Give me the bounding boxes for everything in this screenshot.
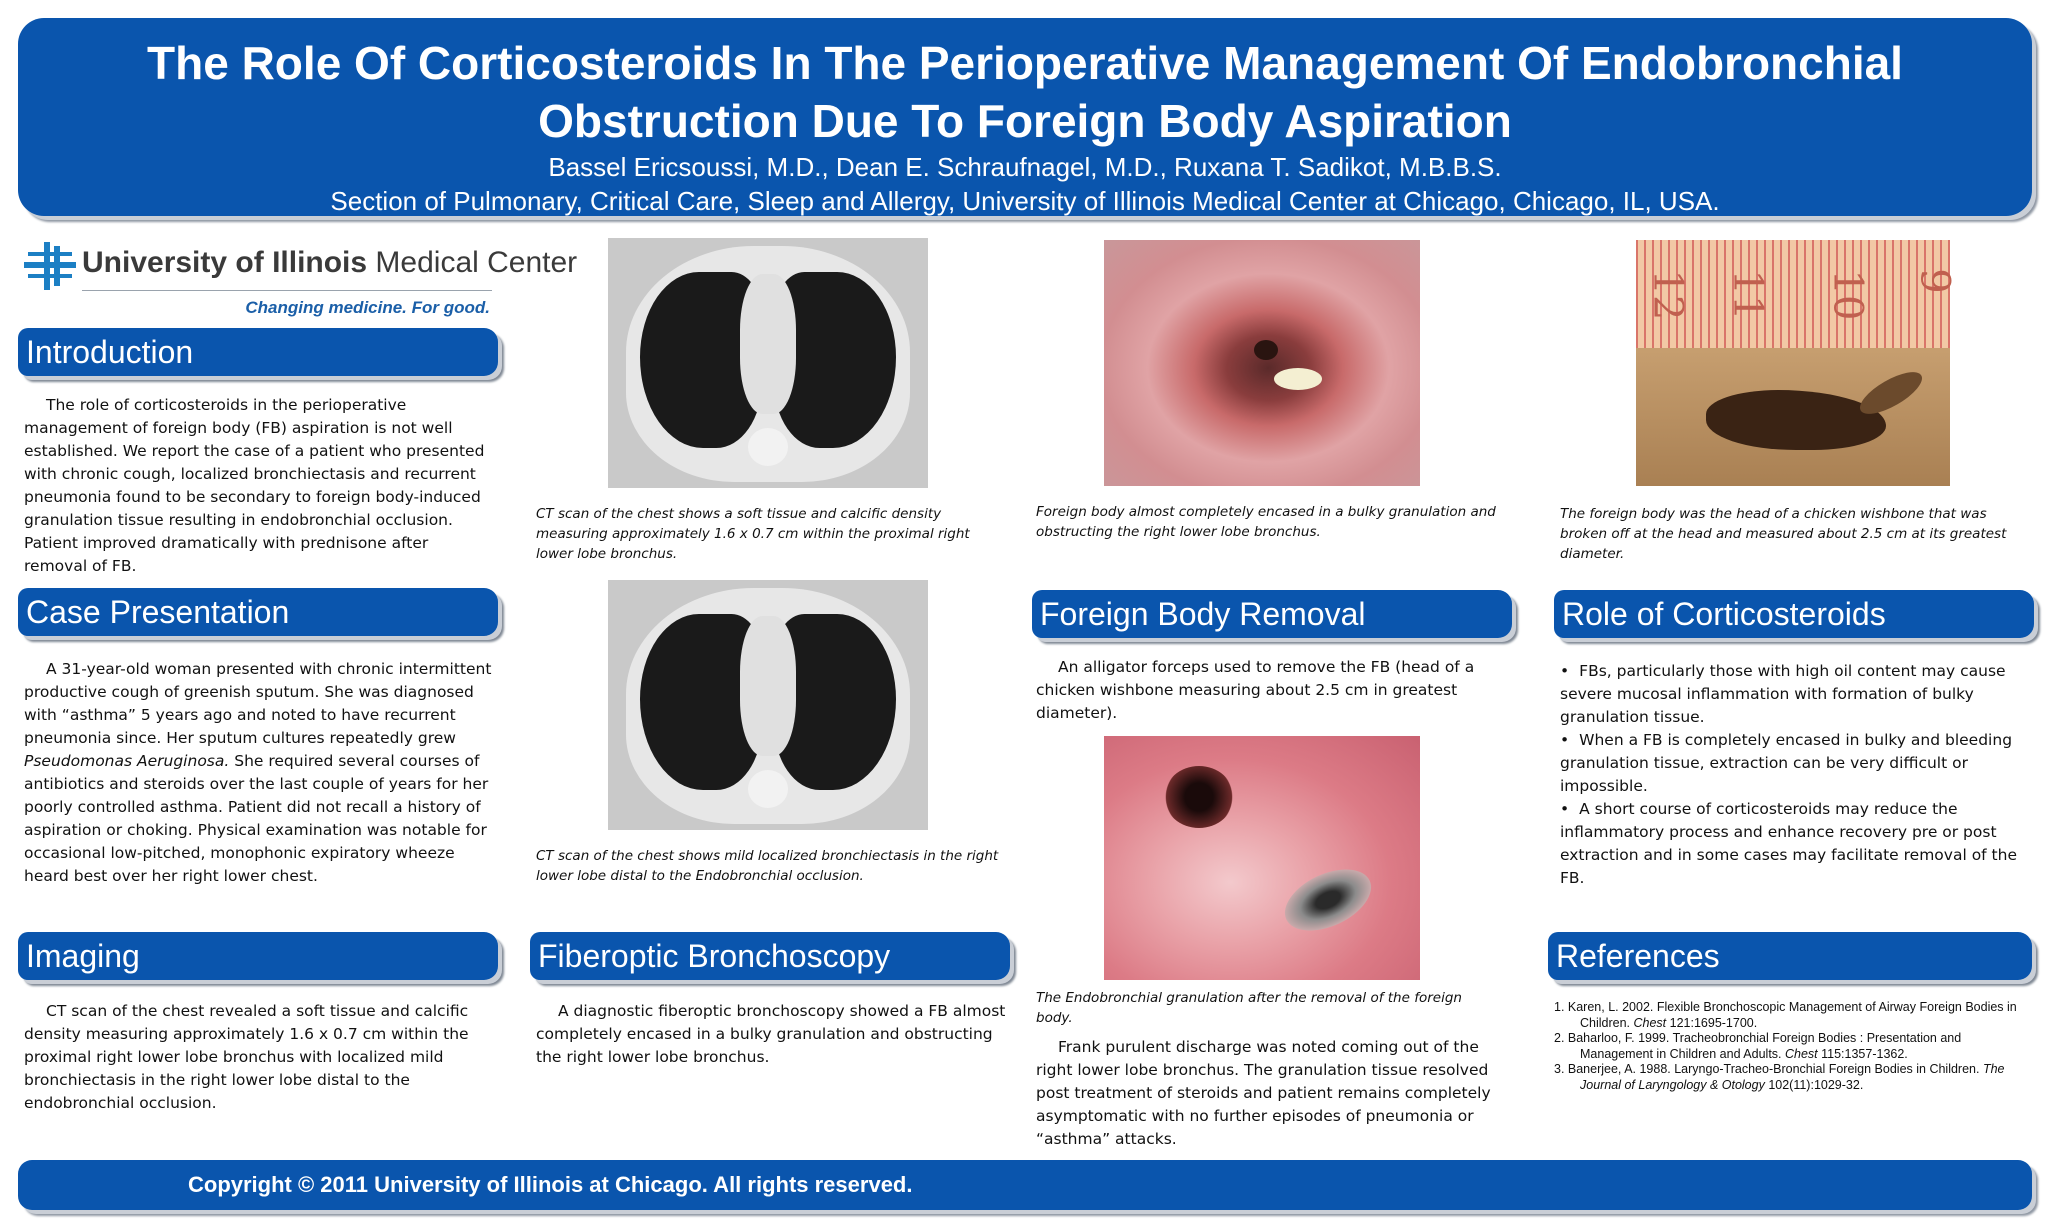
copyright-footer: Copyright © 2011 University of Illinois at Chicago. All rights reserved. bbox=[18, 1160, 2032, 1210]
poster-title: The Role Of Corticosteroids In The Perioperative Management Of Endobronchial Obstruction Due To Foreign Body Aspiration bbox=[147, 37, 1903, 147]
case-presentation-heading: Case Presentation bbox=[18, 588, 498, 636]
foreign-body-removal-heading: Foreign Body Removal bbox=[1032, 590, 1512, 638]
case-presentation-text: A 31-year-old woman presented with chronic intermittent productive cough of greenish sputum. She was diagnosed with “asthma” 5 years ago and noted to have recurrent pneumonia since. Her sputum cultures repeatedly grew Pseudomonas Aeruginosa. She required several courses of antibiotics and steroids over the last couple of years for her poorly controlled asthma. Patient did not recall a history of aspiration or choking. Physical examination was notable for occasional low-pitched, monophonic expiratory wheeze heard best over her right lower chest. bbox=[24, 660, 492, 885]
ct-scan-image-2 bbox=[608, 580, 928, 830]
foreign-body-removal-followup-text: Frank purulent discharge was noted coming out of the right lower lobe bronchus. The granulation tissue resolved post treatment of steroids and patient remains completely asymptomatic with no further episodes of pneumonia or “asthma” attacks. bbox=[1036, 1038, 1491, 1148]
bronchoscopy-image-2 bbox=[1104, 736, 1420, 980]
imaging-heading: Imaging bbox=[18, 932, 498, 980]
fiberoptic-bronchoscopy-heading: Fiberoptic Bronchoscopy bbox=[530, 932, 1010, 980]
references-heading: References bbox=[1548, 932, 2032, 980]
corticosteroids-bullet: • A short course of corticosteroids may reduce the inflammatory process and enhance recovery pre or post extraction and in some cases may facilitate removal of the FB. bbox=[1560, 798, 2024, 890]
reference-item: 1. Karen, L. 2002. Flexible Bronchoscopic Management of Airway Foreign Bodies in Children. Chest 121:1695-1700. bbox=[1554, 1000, 2017, 1030]
references-list bbox=[1554, 1000, 2024, 1093]
foreign-body-removal-text: An alligator forceps used to remove the FB (head of a chicken wishbone measuring about 2.5 cm in greatest diameter). bbox=[1036, 658, 1475, 722]
fiberoptic-bronchoscopy-text: A diagnostic fiberoptic bronchoscopy showed a FB almost completely encased in a bulky granulation and obstructing the right lower lobe bronchus. bbox=[536, 1002, 1006, 1066]
bronchoscopy-caption-2: The Endobronchial granulation after the removal of the foreign body. bbox=[1036, 990, 1462, 1026]
reference-item: 2. Baharloo, F. 1999. Tracheobronchial Foreign Bodies : Presentation and Management in Children and Adults. Chest 115:1357-1362. bbox=[1554, 1031, 1962, 1061]
role-of-corticosteroids-heading: Role of Corticosteroids bbox=[1554, 590, 2034, 638]
logo-tagline: Changing medicine. For good. bbox=[245, 298, 490, 317]
ct-scan-caption-1: CT scan of the chest shows a soft tissue and calcific density measuring approximately 1.6 x 0.7 cm within the proximal right lower lobe bronchus. bbox=[536, 506, 970, 562]
poster-affiliation: Section of Pulmonary, Critical Care, Sleep and Allergy, University of Illinois Medical Center at Chicago, Chicago, IL, USA. bbox=[330, 186, 1720, 216]
reference-item: 3. Banerjee, A. 1988. Laryngo-Tracheo-Bronchial Foreign Bodies in Children. The Journal of Laryngology & Otology 102(11):1029-32. bbox=[1554, 1062, 2005, 1092]
introduction-text: The role of corticosteroids in the perioperative management of foreign body (FB) aspiration is not well established. We report the case of a patient who presented with chronic cough, localized bronchiectasis and recurrent pneumonia found to be secondary to foreign body-induced granulation tissue resulting in endobronchial occlusion. Patient improved dramatically with prednisone after removal of FB. bbox=[24, 396, 485, 575]
medical-cross-icon bbox=[24, 242, 76, 290]
ct-scan-image-1 bbox=[608, 238, 928, 488]
wishbone-caption: The foreign body was the head of a chicken wishbone that was broken off at the head and measured about 2.5 cm at its greatest diameter. bbox=[1560, 506, 2007, 562]
bronchoscopy-image-1 bbox=[1104, 240, 1420, 486]
role-of-corticosteroids-list bbox=[1560, 660, 2024, 890]
university-logo bbox=[24, 240, 578, 320]
wishbone-ruler-image: 12 11 10 9 bbox=[1636, 240, 1950, 486]
poster-authors: Bassel Ericsoussi, M.D., Dean E. Schraufnagel, M.D., Ruxana T. Sadikot, M.B.B.S. bbox=[548, 152, 1502, 182]
introduction-heading: Introduction bbox=[18, 328, 498, 376]
corticosteroids-bullet: • When a FB is completely encased in bulky and bleeding granulation tissue, extraction can be very difficult or impossible. bbox=[1560, 729, 2024, 798]
ct-scan-caption-2: CT scan of the chest shows mild localized bronchiectasis in the right lower lobe distal to the Endobronchial occlusion. bbox=[536, 848, 999, 884]
poster-header bbox=[18, 18, 2032, 216]
imaging-text: CT scan of the chest revealed a soft tissue and calcific density measuring approximately 1.6 x 0.7 cm within the proximal right lower lobe bronchus with localized mild bronchiectasis in the right lower lobe distal to the endobronchial occlusion. bbox=[24, 1002, 469, 1112]
bronchoscopy-caption-1: Foreign body almost completely encased in a bulky granulation and obstructing the right lower lobe bronchus. bbox=[1036, 504, 1496, 540]
logo-name: University of Illinois Medical Center bbox=[82, 246, 578, 279]
corticosteroids-bullet: • FBs, particularly those with high oil content may cause severe mucosal inflammation with formation of bulky granulation tissue. bbox=[1560, 660, 2024, 729]
